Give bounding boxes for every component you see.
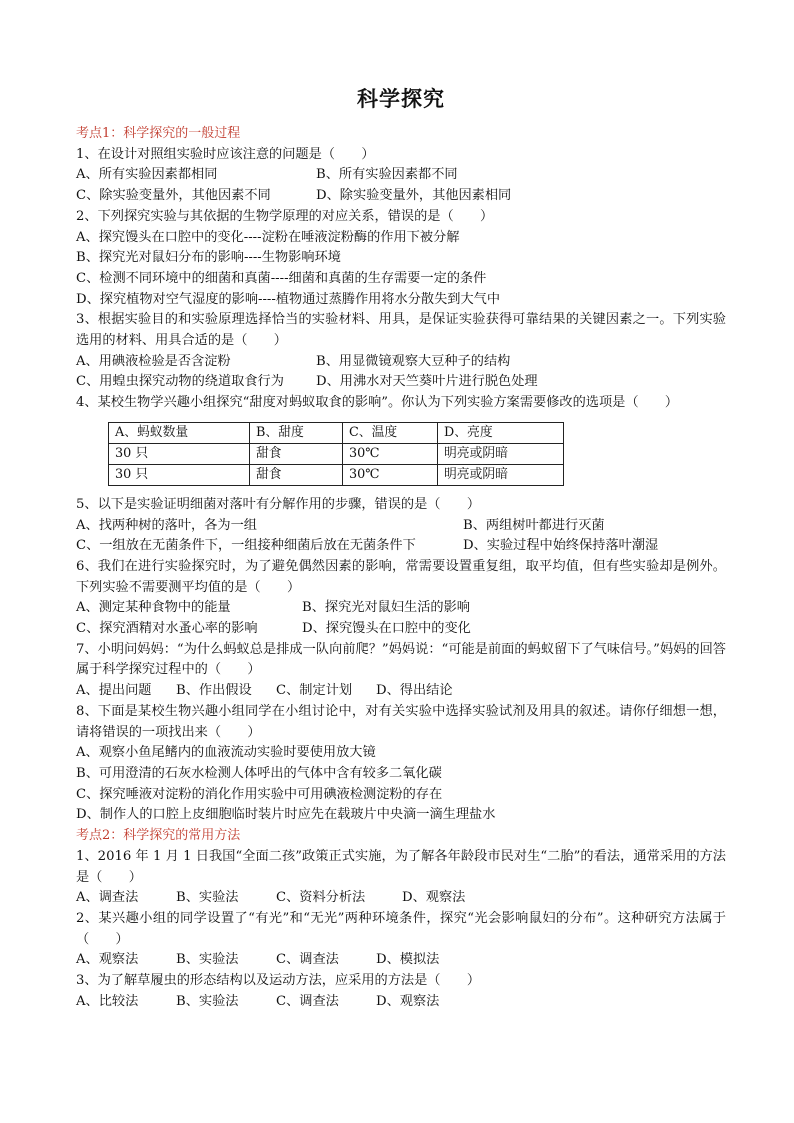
question-5-options-row-1 bbox=[76, 516, 726, 537]
table-header-row bbox=[109, 422, 564, 443]
table-cell: 明亮或阴暗 bbox=[438, 464, 564, 485]
question-6-options-row-1 bbox=[76, 598, 726, 619]
table-cell: 30 只 bbox=[109, 443, 250, 464]
method-question-3-options bbox=[76, 992, 726, 1013]
question-2-option-a: A、探究馒头在口腔中的变化----淀粉在唾液淀粉酶的作用下被分解 bbox=[76, 229, 460, 245]
question-7-option-c: C、制定计划 bbox=[276, 683, 353, 699]
method-question-2-stem: 2、某兴趣小组的同学设置了“有光”和“无光”两种环境条件，探究“光会影响鼠妇的分布”。这种研究方法属于（ ） bbox=[76, 910, 726, 947]
question-2-option-c: C、检测不同环境中的细菌和真菌----细菌和真菌的生存需要一定的条件 bbox=[76, 270, 487, 286]
question-3-options-row-2 bbox=[76, 372, 726, 393]
question-6-option-b: B、探究光对鼠妇生活的影响 bbox=[302, 600, 470, 616]
method-question-1-option-b: B、实验法 bbox=[176, 890, 239, 906]
question-6-option-a: A、测定某种食物中的能量 bbox=[76, 600, 231, 616]
method-question-1-option-a: A、调查法 bbox=[76, 890, 139, 906]
question-3-stem: 3、根据实验目的和实验原理选择恰当的实验材料、用具，是保证实验获得可靠结果的关键因素之一。下列实验选用的材料、用具合适的是（ ） bbox=[76, 312, 726, 349]
question-5-options-row-2 bbox=[76, 536, 726, 557]
question-8-option-c: C、探究唾液对淀粉的消化作用实验中可用碘液检测淀粉的存在 bbox=[76, 786, 443, 802]
question-7-option-d: D、得出结论 bbox=[376, 683, 453, 699]
question-6-stem: 6、我们在进行实验探究时，为了避免偶然因素的影响，常需要设置重复组，取平均值，但有些实验却是例外。下列实验不需要测平均值的是（ ） bbox=[76, 558, 726, 595]
question-1-option-c: C、除实验变量外，其他因素不同 bbox=[76, 188, 271, 204]
question-3-options-row-1 bbox=[76, 352, 726, 373]
method-question-1-options bbox=[76, 888, 726, 909]
experiment-table bbox=[108, 422, 564, 486]
method-question-1-option-d: D、观察法 bbox=[402, 890, 466, 906]
question-3-option-c: C、用蝗虫探究动物的绕道取食行为 bbox=[76, 374, 284, 390]
question-3-option-a: A、用碘液检验是否含淀粉 bbox=[76, 353, 231, 369]
table-cell: 30℃ bbox=[343, 464, 438, 485]
question-3-option-b: B、用显微镜观察大豆种子的结构 bbox=[316, 353, 511, 369]
method-question-2-option-c: C、调查法 bbox=[276, 952, 339, 968]
table-cell: 甜食 bbox=[250, 443, 343, 464]
question-2-option-b: B、探究光对鼠妇分布的影响----生物影响环境 bbox=[76, 250, 341, 266]
section-heading-2: 考点2：科学探究的常用方法 bbox=[76, 828, 241, 844]
table-header-cell: D、亮度 bbox=[438, 422, 564, 443]
table-cell: 甜食 bbox=[250, 464, 343, 485]
method-question-2-option-d: D、模拟法 bbox=[376, 952, 440, 968]
question-6-option-c: C、探究酒精对水蚤心率的影响 bbox=[76, 621, 258, 637]
method-question-3-option-d: D、观察法 bbox=[376, 993, 440, 1009]
table-row bbox=[109, 464, 564, 485]
table-header-cell: A、蚂蚁数量 bbox=[109, 422, 250, 443]
section-heading-1: 考点1：科学探究的一般过程 bbox=[76, 126, 241, 141]
method-question-3-option-a: A、比较法 bbox=[76, 993, 139, 1009]
question-2-option-d: D、探究植物对空气湿度的影响----植物通过蒸腾作用将水分散失到大气中 bbox=[76, 291, 501, 307]
method-question-1-option-c: C、资料分析法 bbox=[276, 890, 366, 906]
method-question-2-option-a: A、观察法 bbox=[76, 952, 139, 968]
question-8-option-a: A、观察小鱼尾鳍内的血液流动实验时要使用放大镜 bbox=[76, 745, 376, 761]
question-1-options-row-1 bbox=[76, 165, 726, 186]
question-1-options-row-2 bbox=[76, 186, 726, 207]
question-2-stem: 2、下列探究实验与其依据的生物学原理的对应关系，错误的是（ ） bbox=[76, 208, 494, 224]
question-3-option-d: D、用沸水对天竺葵叶片进行脱色处理 bbox=[316, 374, 538, 390]
table-cell: 明亮或阴暗 bbox=[438, 443, 564, 464]
question-1-option-b: B、所有实验因素都不同 bbox=[316, 167, 458, 183]
question-7-options bbox=[76, 681, 726, 702]
question-7-option-b: B、作出假设 bbox=[176, 683, 252, 699]
table-header-cell: C、温度 bbox=[343, 422, 438, 443]
question-7-stem: 7、小明问妈妈：“为什么蚂蚁总是排成一队向前爬？”妈妈说：“可能是前面的蚂蚁留下了气味信号。”妈妈的回答属于科学探究过程中的（ ） bbox=[76, 641, 726, 678]
question-4-stem: 4、某校生物学兴趣小组探究“甜度对蚂蚁取食的影响”。你认为下列实验方案需要修改的选项是（ ） bbox=[76, 395, 679, 411]
table-cell: 30℃ bbox=[343, 443, 438, 464]
question-5-option-d: D、实验过程中始终保持落叶潮湿 bbox=[463, 538, 659, 554]
method-question-1-stem: 1、2016 年 1 月 1 日我国“全面二孩”政策正式实施，为了解各年龄段市民对生“二胎”的看法，通常采用的方法是（ ） bbox=[76, 848, 726, 885]
question-8-option-d: D、制作人的口腔上皮细胞临时装片时应先在载玻片中央滴一滴生理盐水 bbox=[76, 807, 496, 823]
question-5-option-c: C、一组放在无菌条件下，一组接种细菌后放在无菌条件下 bbox=[76, 538, 416, 554]
method-question-3-option-b: B、实验法 bbox=[176, 993, 239, 1009]
question-7-option-a: A、提出问题 bbox=[76, 683, 152, 699]
question-1-option-a: A、所有实验因素都相同 bbox=[76, 167, 218, 183]
question-6-options-row-2 bbox=[76, 619, 726, 640]
question-8-option-b: B、可用澄清的石灰水检测人体呼出的气体中含有较多二氧化碳 bbox=[76, 765, 442, 781]
question-1-stem: 1、在设计对照组实验时应该注意的问题是（ ） bbox=[76, 146, 375, 162]
question-6-option-d: D、探究馒头在口腔中的变化 bbox=[302, 621, 471, 637]
method-question-2-options bbox=[76, 950, 726, 971]
question-8-stem: 8、下面是某校生物兴趣小组同学在小组讨论中，对有关实验中选择实验试剂及用具的叙述。请你仔细想一想，请将错误的一项找出来（ ） bbox=[76, 703, 726, 740]
question-5-option-a: A、找两种树的落叶，各为一组 bbox=[76, 517, 257, 533]
method-question-3-stem: 3、为了解草履虫的形态结构以及运动方法，应采用的方法是（ ） bbox=[76, 973, 481, 989]
question-5-option-b: B、两组树叶都进行灭菌 bbox=[463, 517, 605, 533]
table-row bbox=[109, 443, 564, 464]
page-title: 科学探究 bbox=[357, 86, 445, 111]
question-1-option-d: D、除实验变量外，其他因素相同 bbox=[316, 188, 512, 204]
table-header-cell: B、甜度 bbox=[250, 422, 343, 443]
worksheet bbox=[76, 86, 726, 1012]
method-question-2-option-b: B、实验法 bbox=[176, 952, 239, 968]
question-5-stem: 5、以下是实验证明细菌对落叶有分解作用的步骤，错误的是（ ） bbox=[76, 496, 481, 512]
table-cell: 30 只 bbox=[109, 464, 250, 485]
method-question-3-option-c: C、调查法 bbox=[276, 993, 339, 1009]
